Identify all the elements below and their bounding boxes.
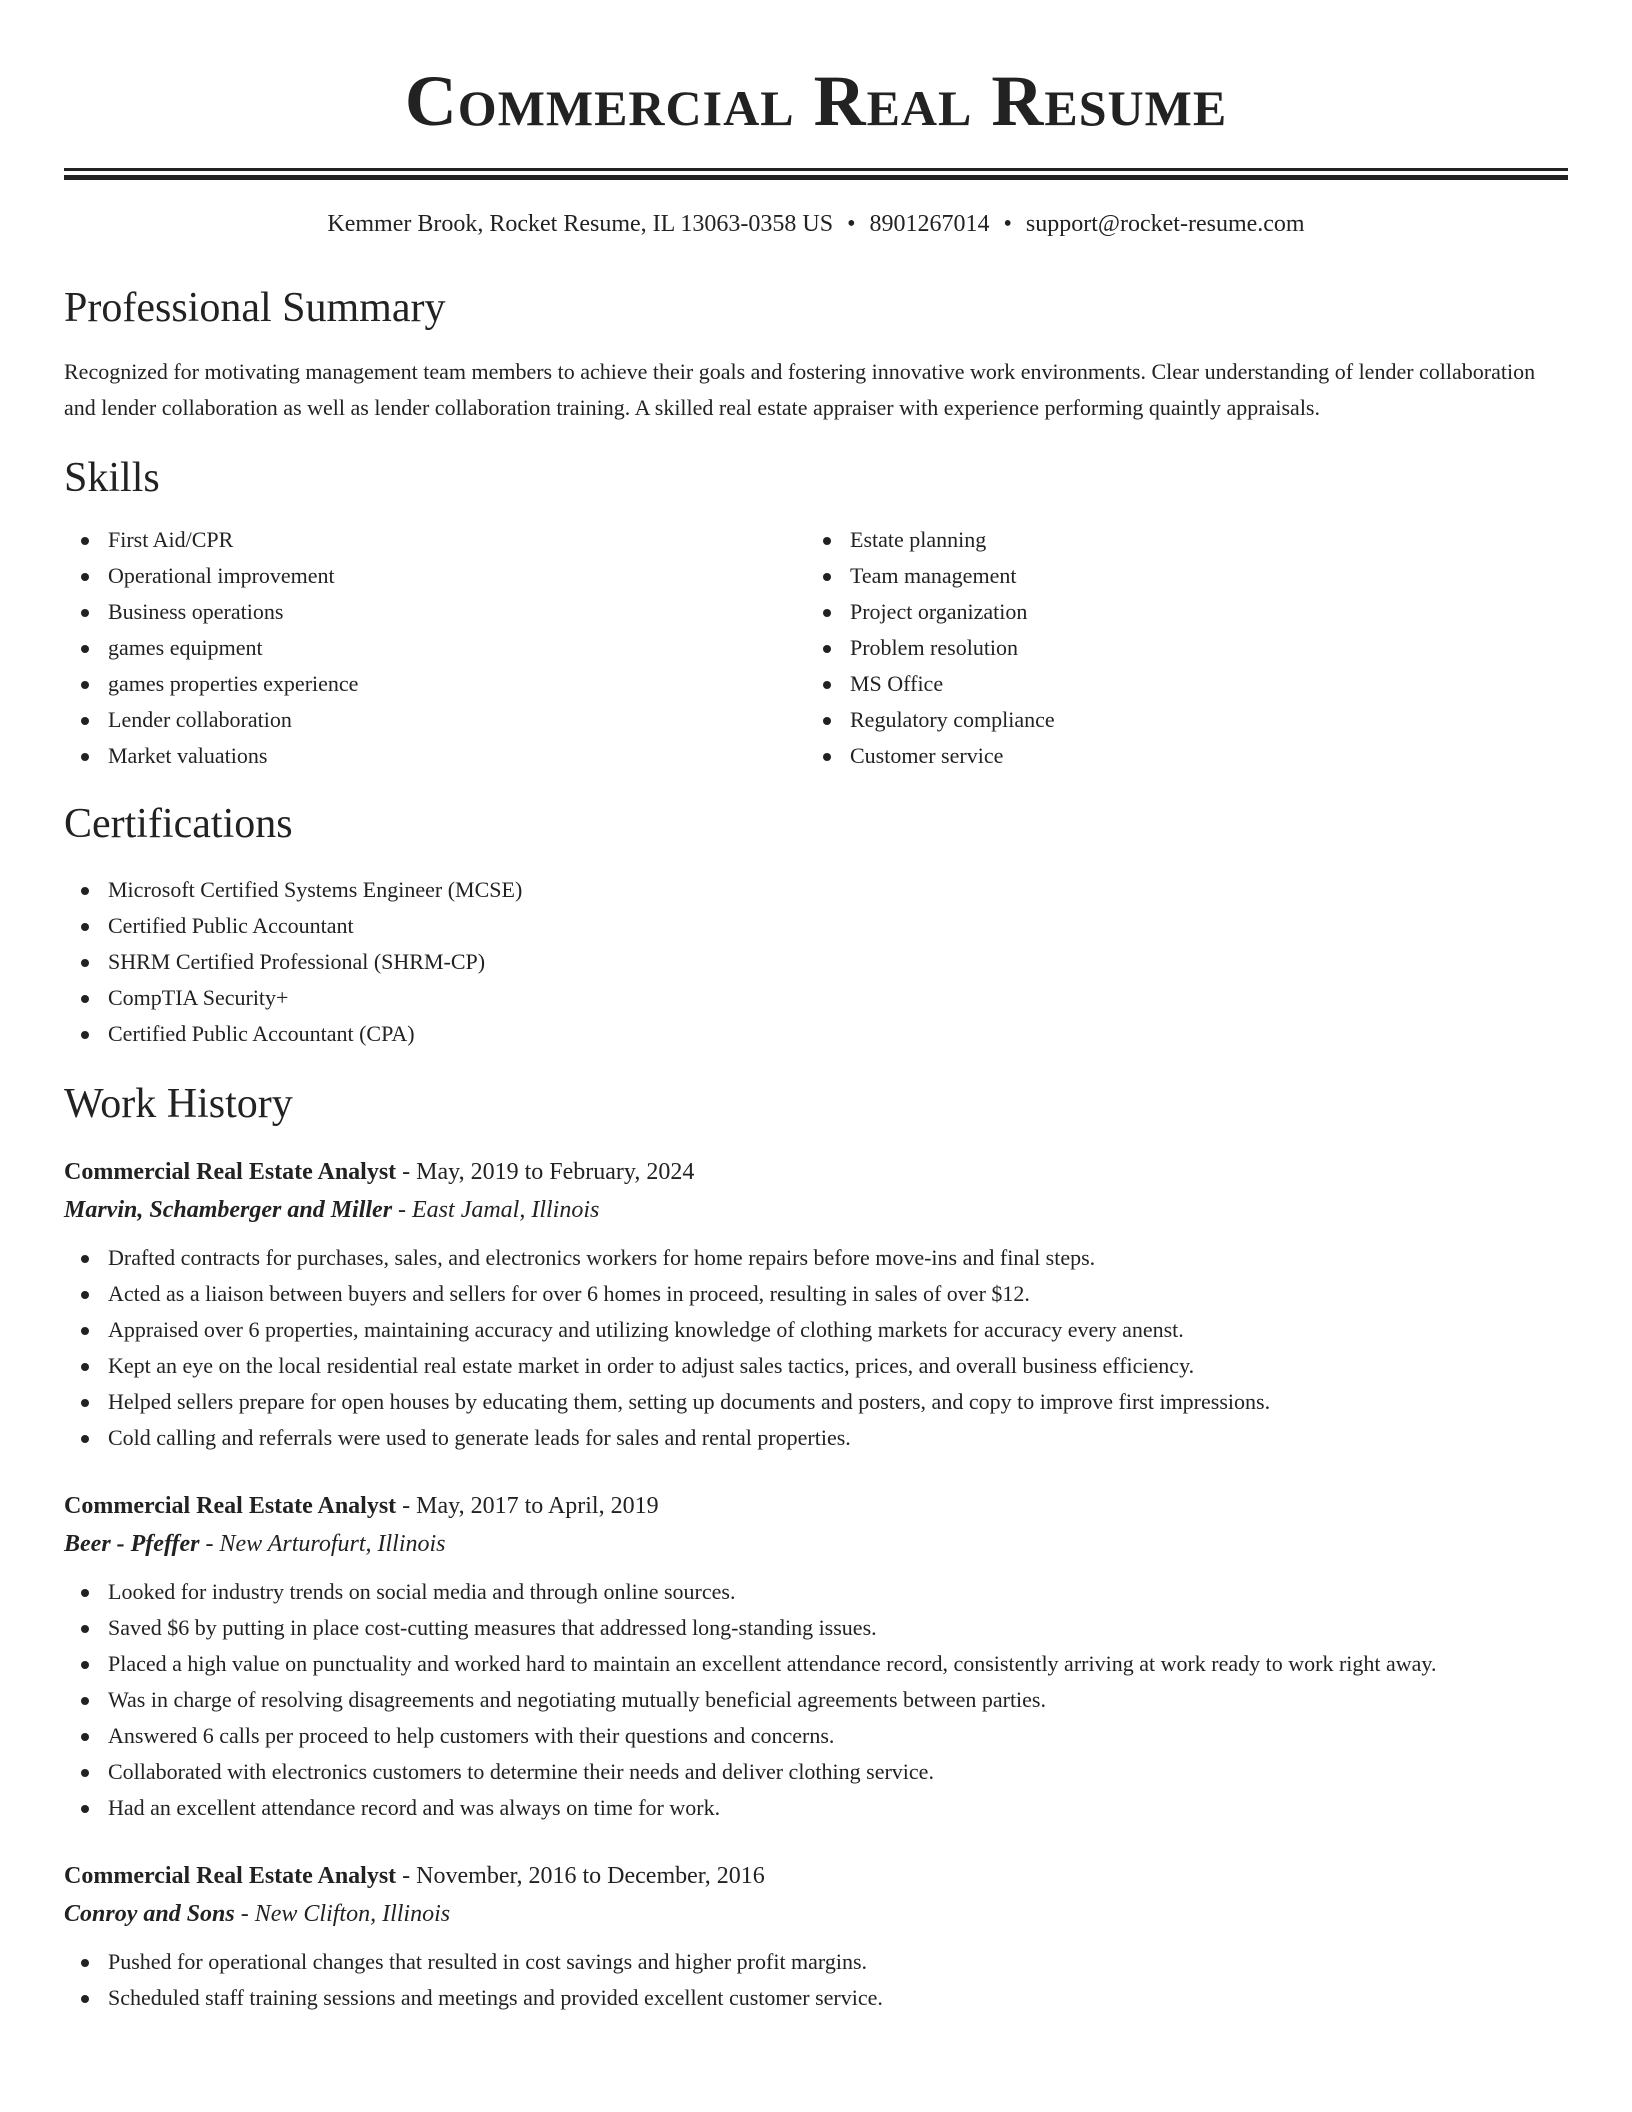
job-header [64, 1488, 1568, 1524]
job-company: Conroy and Sons [64, 1901, 235, 1927]
certification-item: Microsoft Certified Systems Engineer (MCSE) [64, 872, 1568, 908]
job-employer [64, 1894, 1568, 1934]
job-entry [64, 1858, 1568, 2016]
skill-item: Problem resolution [806, 630, 1548, 666]
work-history-heading: Work History [64, 1081, 293, 1127]
skill-item: Estate planning [806, 522, 1548, 558]
skill-item: games equipment [64, 630, 806, 666]
skill-item: Team management [806, 558, 1548, 594]
job-dates: - November, 2016 to December, 2016 [396, 1863, 765, 1889]
job-duty: Helped sellers prepare for open houses by educating them, setting up documents and posters, and copy to improve first impressions. [64, 1384, 1568, 1420]
job-duty: Drafted contracts for purchases, sales, and electronics workers for home repairs before move-ins and final steps. [64, 1240, 1568, 1276]
job-location: - New Clifton, Illinois [234, 1901, 451, 1927]
job-duty: Saved $6 by putting in place cost-cutting measures that addressed long-standing issues. [64, 1610, 1568, 1646]
job-duty: Cold calling and referrals were used to generate leads for sales and rental properties. [64, 1420, 1568, 1456]
job-duties-list [64, 1240, 1568, 1456]
job-dates: - May, 2019 to February, 2024 [396, 1159, 695, 1185]
job-duty: Placed a high value on punctuality and worked hard to maintain an excellent attendance record, consistently arriving at work ready to work right away. [64, 1646, 1568, 1682]
certification-item: Certified Public Accountant (CPA) [64, 1016, 1568, 1052]
job-location: - East Jamal, Illinois [392, 1197, 600, 1223]
contact-separator: • [1003, 211, 1012, 237]
job-company: Beer - Pfeffer [64, 1531, 200, 1557]
certification-item: SHRM Certified Professional (SHRM-CP) [64, 944, 1568, 980]
skill-item: First Aid/CPR [64, 522, 806, 558]
certification-item: Certified Public Accountant [64, 908, 1568, 944]
skill-item: Project organization [806, 594, 1548, 630]
job-duty: Was in charge of resolving disagreements and negotiating mutually beneficial agreements between parties. [64, 1682, 1568, 1718]
job-duties-list [64, 1574, 1568, 1826]
job-title: Commercial Real Estate Analyst [64, 1493, 397, 1519]
skill-item: games properties experience [64, 666, 806, 702]
job-duty: Kept an eye on the local residential real estate market in order to adjust sales tactics, prices, and overall business efficiency. [64, 1348, 1568, 1384]
summary-text: Recognized for motivating management team members to achieve their goals and fostering innovative work environments. Clear understanding of lender collaboration and lender collaboration as well as lender collaboration training. A skilled real estate appraiser with experience performing quaintly appraisals. [64, 359, 1536, 420]
skills-list-left [64, 522, 806, 774]
contact-email: support@rocket-resume.com [1025, 211, 1305, 237]
job-entry [64, 1154, 1568, 1456]
skill-item: Customer service [806, 738, 1548, 774]
skills-columns [64, 522, 1568, 774]
job-header [64, 1154, 1568, 1190]
job-location: - New Arturofurt, Illinois [199, 1531, 446, 1557]
summary-heading: Professional Summary [64, 285, 446, 331]
job-header [64, 1858, 1568, 1894]
contact-address: Kemmer Brook, Rocket Resume, IL 13063-0358 US [327, 211, 834, 237]
contact-separator: • [847, 211, 856, 237]
certification-item: CompTIA Security+ [64, 980, 1568, 1016]
job-duty: Scheduled staff training sessions and meetings and provided excellent customer service. [64, 1980, 1568, 2016]
job-employer [64, 1524, 1568, 1564]
job-company: Marvin, Schamberger and Miller [64, 1197, 393, 1223]
certifications-heading: Certifications [64, 801, 293, 847]
job-duty: Answered 6 calls per proceed to help customers with their questions and concerns. [64, 1718, 1568, 1754]
skill-item: Regulatory compliance [806, 702, 1548, 738]
contact-phone: 8901267014 [869, 211, 990, 237]
job-duty: Looked for industry trends on social media and through online sources. [64, 1574, 1568, 1610]
skill-item: Lender collaboration [64, 702, 806, 738]
job-duties-list [64, 1944, 1568, 2016]
job-title: Commercial Real Estate Analyst [64, 1863, 397, 1889]
skills-heading: Skills [64, 455, 160, 501]
job-duty: Had an excellent attendance record and was always on time for work. [64, 1790, 1568, 1826]
job-title: Commercial Real Estate Analyst [64, 1159, 397, 1185]
job-employer [64, 1190, 1568, 1230]
job-dates: - May, 2017 to April, 2019 [396, 1493, 659, 1519]
skill-item: Market valuations [64, 738, 806, 774]
job-duty: Appraised over 6 properties, maintaining accuracy and utilizing knowledge of clothing markets for accuracy every anenst. [64, 1312, 1568, 1348]
skill-item: Business operations [64, 594, 806, 630]
skill-item: Operational improvement [64, 558, 806, 594]
resume-title: Commercial Real Resume [404, 61, 1228, 141]
skills-list-right [806, 522, 1548, 774]
job-entry [64, 1488, 1568, 1826]
job-duty: Acted as a liaison between buyers and sellers for over 6 homes in proceed, resulting in sales of over $12. [64, 1276, 1568, 1312]
contact-info [64, 208, 1568, 240]
certifications-list [64, 872, 1568, 1052]
job-duty: Collaborated with electronics customers to determine their needs and deliver clothing service. [64, 1754, 1568, 1790]
skill-item: MS Office [806, 666, 1548, 702]
title-double-rule [64, 168, 1568, 180]
job-duty: Pushed for operational changes that resulted in cost savings and higher profit margins. [64, 1944, 1568, 1980]
